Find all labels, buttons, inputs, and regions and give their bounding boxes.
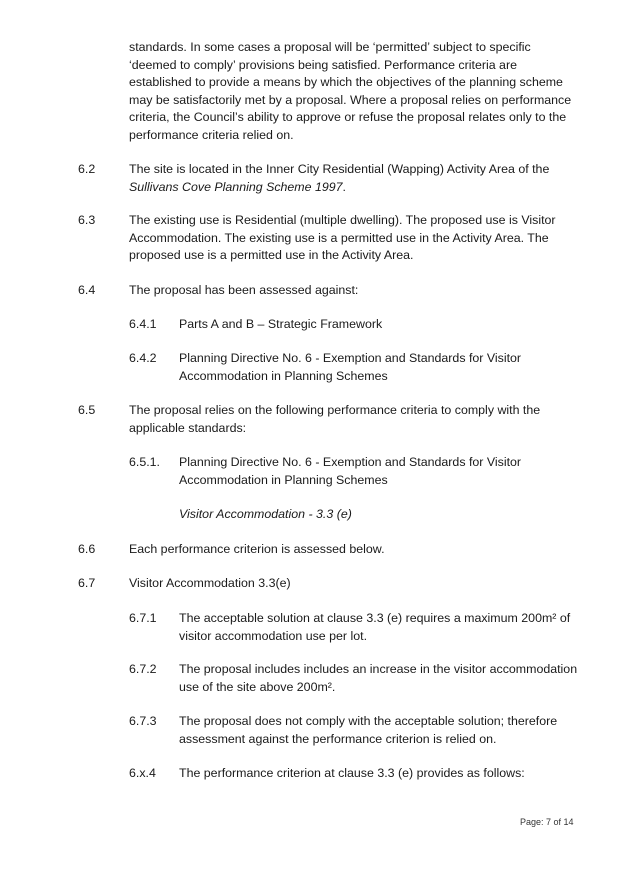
subsection-6-5-1-text: Planning Directive No. 6 - Exemption and Standards for Visitor Accommodation in Planning Schemes (179, 455, 522, 487)
subsection-6-7-1-text: The acceptable solution at clause 3.3 (e) requires a maximum 200m² of visitor accommodation use per lot. (179, 611, 571, 643)
section-number: 6.2 (78, 162, 96, 176)
subsection-6-4-2-text: Planning Directive No. 6 - Exemption and Standards for Visitor Accommodation in Planning Schemes (179, 351, 522, 383)
subsection-number: 6.7.1 (129, 611, 157, 625)
section-number: 6.6 (78, 542, 96, 556)
section-number: 6.3 (78, 213, 96, 227)
subsection-number: 6.7.3 (129, 714, 157, 728)
subsection-6-7-2-text: The proposal includes includes an increase in the visitor accommodation use of the site above 200m². (179, 662, 578, 694)
section-number: 6.7 (78, 576, 96, 590)
subsection-6-4-1-text: Parts A and B – Strategic Framework (179, 317, 383, 331)
section-6-2-end: . (342, 179, 346, 194)
section-6-3-text: The existing use is Residential (multiple dwelling). The proposed use is Visitor Accommodation. The existing use is a permitted use in the Activity Area. The proposed use is a permitted use in the Activity Area. (129, 213, 556, 262)
section-6-4-text: The proposal has been assessed against: (129, 283, 359, 297)
section-number: 6.4 (78, 283, 96, 297)
section-6-2-text (129, 161, 579, 196)
scheme-title: Sullivans Cove Planning Scheme 1997 (129, 179, 343, 194)
intro-paragraph: standards. In some cases a proposal will be ‘permitted’ subject to specific ‘deemed to comply’ provisions being satisfied. Performance criteria are established to provide a means by which the objectives of the planning scheme may be satisfactorily met by a proposal. Where a proposal relies on performance criteria, the Council’s ability to approve or refuse the proposal relates only to the performance criteria relied on. (129, 40, 572, 142)
section-6-7-text: Visitor Accommodation 3.3(e) (129, 576, 291, 590)
subsection-number: 6.5.1. (129, 455, 161, 469)
section-6-2-body: The site is located in the Inner City Residential (Wapping) Activity Area of the (129, 162, 550, 176)
subsection-6-7-3-text: The proposal does not comply with the acceptable solution; therefore assessment against the performance criterion is relied on. (179, 714, 558, 746)
section-number: 6.5 (78, 403, 96, 417)
subsection-6-x-4-text: The performance criterion at clause 3.3 (e) provides as follows: (179, 766, 525, 780)
subsection-number: 6.x.4 (129, 766, 156, 780)
page-number: Page: 7 of 14 (520, 817, 574, 827)
section-6-5-text: The proposal relies on the following performance criteria to comply with the applicable standards: (129, 403, 541, 435)
subsection-number: 6.4.1 (129, 317, 157, 331)
section-6-6-text: Each performance criterion is assessed below. (129, 542, 385, 556)
subsection-number: 6.7.2 (129, 662, 157, 676)
subsection-number: 6.4.2 (129, 351, 157, 365)
criterion-heading: Visitor Accommodation - 3.3 (e) (179, 507, 352, 521)
